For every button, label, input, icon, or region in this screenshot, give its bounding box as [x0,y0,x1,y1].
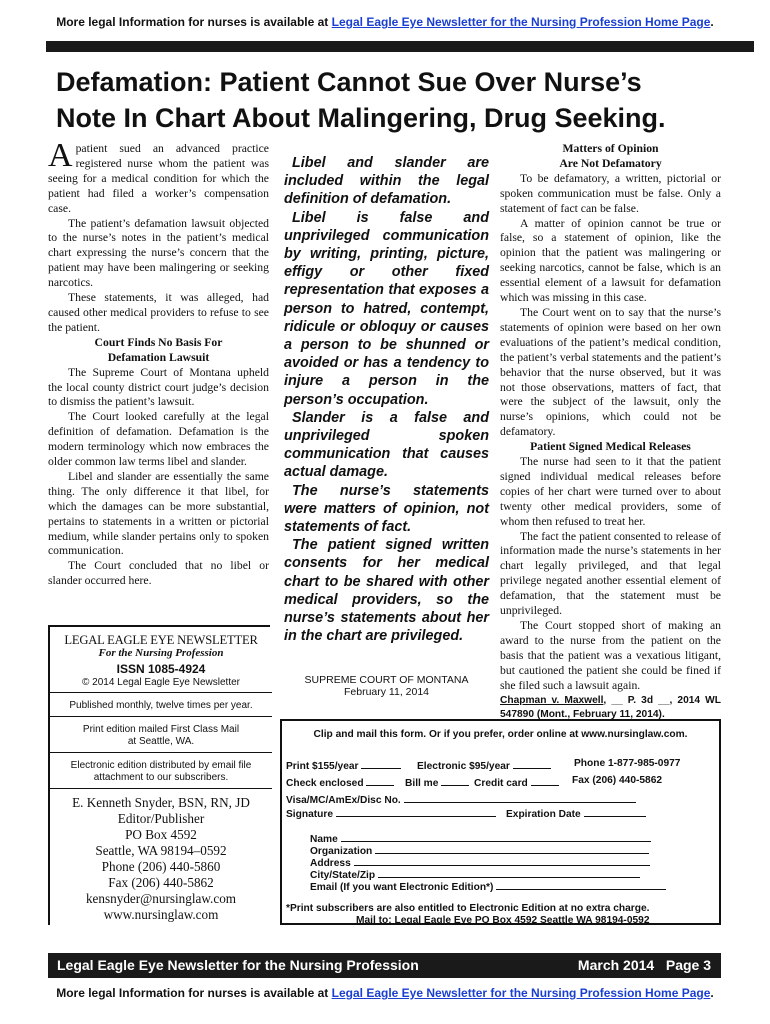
newsletter-info-box [48,625,270,925]
bottom-banner-prefix: More legal Information for nurses is available at [56,986,329,1000]
article-paragraph: The patient’s defamation lawsuit objected to the nurse’s notes in the patient’s medical chart expressing the nurse’s concern that the patient may have been malingering or seeking narcotics. [48,216,269,290]
article-paragraph: Libel and slander are essentially the same thing. The only difference it that libel, for which the damages can be more substantial, pertains to statements in a written or pictorial medium, while slander pertains only to spoken communication. [48,469,269,558]
pull-quote [284,154,489,645]
pull-quote-paragraph: The nurse’s statements were matters of opinion, not statements of fact. [284,482,489,536]
info-city: Seattle, WA 98194–0592 [95,843,227,858]
article-paragraph: A matter of opinion cannot be true or false, so a statement of opinion, like the opinion that the patient was malingering or seeking narcotics, cannot be false, which is an essential element of a lawsuit for defamation which was missing in this case. [500,216,721,305]
page-footer-bar [48,953,721,978]
card-number-field[interactable]: Visa/MC/AmEx/Disc No. [286,792,636,806]
bottom-banner-link[interactable]: Legal Eagle Eye Newsletter for the Nursing Profession Home Page [331,986,711,1000]
info-website[interactable]: www.nursinglaw.com [103,907,219,922]
headline-line-1: Defamation: Patient Cannot Sue Over Nurse’s [56,67,642,97]
info-phone: Phone (206) 440-5860 [101,859,221,874]
email-field[interactable]: Email (If you want Electronic Edition*) [310,879,666,893]
info-editor-name: E. Kenneth Snyder, BSN, RN, JD [72,795,250,810]
city-state-zip-field[interactable]: City/State/Zip [310,867,640,881]
info-divider [50,716,272,717]
footer-title: Legal Eagle Eye Newsletter for the Nursing Profession [57,957,419,973]
subheading-matters-of-opinion: Matters of Opinion Are Not Defamatory [559,142,662,170]
subheading-medical-releases: Patient Signed Medical Releases [530,440,691,454]
article-paragraph: To be defamatory, a written, pictorial or spoken communication must be false. Only a statement of fact can be false. [500,171,721,215]
pull-quote-paragraph: Slander is a false and unprivileged spoken communication that causes actual damage. [284,409,489,481]
article-paragraph: The Court stopped short of making an award to the nurse from the patient on the basis that the patient was a vexatious litigant, but cautioned the patient she could be fined if she filed such a lawsuit again. [500,619,721,692]
top-banner [0,15,770,29]
info-issn: ISSN 1085-4924 [116,662,206,676]
article-paragraph: Apatient sued an advanced practice registered nurse whom the patient was seeing for a medical condition for which the patient had filed a worker’s compensation case. [48,137,269,215]
subheading-court-finds: Court Finds No Basis For Defamation Lawsuit [94,335,223,364]
top-banner-link[interactable]: Legal Eagle Eye Newsletter for the Nursing Profession Home Page [331,15,711,29]
form-heading: Clip and mail this form. Or if you prefer, order online at www.nursinglaw.com. [313,729,688,740]
info-copyright: © 2014 Legal Eagle Eye Newsletter [81,677,241,688]
article-paragraph: The Court went on to say that the nurse’s statements of opinion were based on her own evaluations of the patient’s medical condition, the patient’s verbal statements and the patient’s behavior that the nurse observed, but it was not those observations, matters of fact, that were the subject of the lawsuit, only the nurse’s opinions, which could not be defamatory. [500,305,721,439]
article-paragraph: These statements, it was alleged, had caused other medical providers to refuse to see the patient. [48,291,269,334]
info-frequency: Published monthly, twelve times per year. [69,700,253,711]
article-paragraph: The Court concluded that no libel or slander occurred here. [48,559,269,588]
signature-field[interactable]: Signature [286,806,496,820]
pull-quote-paragraph: The patient signed written consents for her medical chart to be shared with other medical providers, so the nurse’s statements about her in the chart are privileged. [284,537,489,645]
bill-me-option[interactable]: Bill me [405,775,469,789]
subscription-form [280,719,721,925]
info-divider [50,788,272,789]
top-banner-suffix: . [710,15,714,29]
electronic-option[interactable]: Electronic $95/year [417,758,551,772]
info-po-box: PO Box 4592 [125,827,197,842]
article-paragraph: The Court looked carefully at the legal definition of defamation. Defamation is the modern terminology which now embraces the older common law terms libel and slander. [48,410,269,469]
drop-cap: A [48,137,73,174]
expiration-field[interactable]: Expiration Date [506,806,646,820]
article-paragraph: The fact the patient consented to release of information made the nurse’s statements in her chart legally privileged, and that legal privilege negated another essential element of defamation, that the statement must be unprivileged. [500,529,721,618]
form-note-print: *Print subscribers are also entitled to Electronic Edition at no extra charge. [286,903,650,914]
info-title: LEGAL EAGLE EYE NEWSLETTER [64,633,258,647]
form-phone: Phone 1-877-985-0977 [574,758,681,769]
footer-issue-page: March 2014 Page 3 [577,957,711,973]
form-mail-to: Mail to: Legal Eagle Eye PO Box 4592 Seattle WA 98194-0592 [356,915,650,926]
print-option[interactable]: Print $155/year [286,758,401,772]
info-print-line-2: at Seattle, WA. [127,736,195,747]
article-column-right [500,142,721,723]
pull-quote-paragraph: Libel and slander are included within the legal definition of defamation. [284,155,489,208]
top-banner-prefix: More legal Information for nurses is available at [56,15,329,29]
address-field[interactable]: Address [310,855,650,869]
credit-card-option[interactable]: Credit card [474,775,559,789]
info-divider [50,692,272,693]
info-email[interactable]: kensnyder@nursinglaw.com [85,891,237,906]
pull-quote-paragraph: Libel is false and unprivileged communication by writing, printing, picture, effigy or other fixed representation that exposes a person to hatred, contempt, ridicule or obloquy or causes a person to be shunned or avoided or has a tendency to injure a person in the person’s occupation. [284,209,489,408]
article-column-left [48,137,269,589]
organization-field[interactable]: Organization [310,843,649,857]
info-fax: Fax (206) 440-5862 [108,875,214,890]
court-date: February 11, 2014 [343,686,430,698]
headline [56,64,756,136]
court-name: SUPREME COURT OF MONTANA [304,674,469,686]
article-paragraph: The nurse had seen to it that the patient signed individual medical releases before copies of her chart were turned over to about twenty other medical providers, some of whom then refused to treat her. [500,455,721,528]
form-fax: Fax (206) 440-5862 [572,775,663,786]
bottom-banner-suffix: . [710,986,714,1000]
top-rule [46,41,754,52]
info-editor-title: Editor/Publisher [117,811,205,826]
info-divider [50,752,272,753]
info-print-line-1: Print edition mailed First Class Mail [82,724,240,735]
article-paragraph: The Supreme Court of Montana upheld the local county district court judge’s decision to dismiss the patient’s lawsuit. [48,365,269,409]
case-citation: Chapman v. Maxwell, __ P. 3d __, 2014 WL 547890 (Mont., February 11, 2014). [500,694,721,721]
bottom-banner [0,986,770,1000]
check-enclosed-option[interactable]: Check enclosed [286,775,394,789]
info-subtitle: For the Nursing Profession [98,647,224,659]
info-elec-line-2: attachment to our subscribers. [93,772,229,783]
headline-line-2: Note In Chart About Malingering, Drug Seeking. [56,103,666,133]
info-elec-line-1: Electronic edition distributed by email file [70,760,252,771]
name-field[interactable]: Name [310,831,651,845]
